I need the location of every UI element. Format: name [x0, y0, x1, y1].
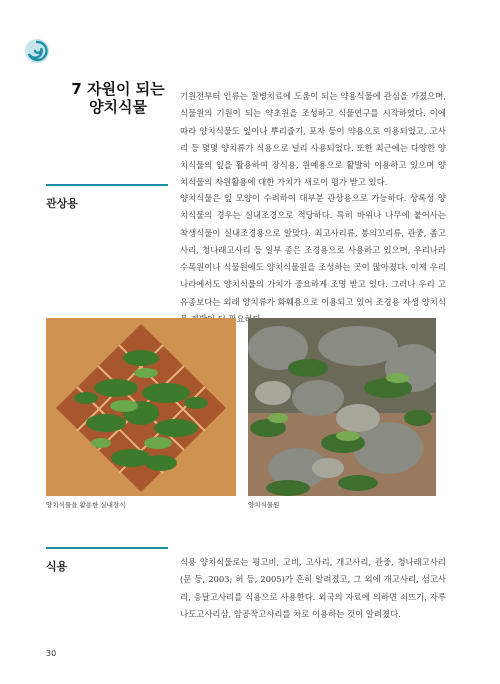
section-heading-edible: 식용 [46, 560, 68, 573]
photo-caption-garden: 양치식물원 [248, 501, 280, 509]
chapter-title-line-1: 7 자원이 되는 [71, 80, 165, 98]
fern-garden-photo [248, 318, 436, 496]
section-divider [46, 184, 168, 186]
chapter-title [58, 80, 178, 116]
photo-caption-indoor: 양치식물을 활용한 실내장식 [46, 501, 126, 509]
chapter-title-line-2: 양치식물 [89, 98, 147, 116]
edible-paragraph: 식용 양치식물로는 평고비, 고비, 고사리, 개고사리, 관중, 청나래고사리(문 등, 2003; 허 등, 2005)가 흔히 알려졌고, 그 외에 개고사리, 섬고사리, 응달고사리를 식용으로 사용한다. 외국의 자료에 의하면 쇠뜨기, 자루나도고사리삼, 암공작고사리를 차로 이용하는 것이 알려졌다. [180, 557, 446, 619]
spiral-logo-icon [24, 38, 50, 64]
intro-paragraph: 기원전부터 인류는 질병치료에 도움이 되는 약용식물에 관심을 가졌으며, 식물원의 기원이 되는 약초원을 조성하고 식물연구를 시작하였다. 이에 따라 양치식물도 잎이나 뿌리줄기, 포자 등이 약용으로 이용되었고, 고사리 등 몇몇 양치류가 식용으로 널리 사용되었다. 또한 최근에는 다양한 양치식물의 잎을 활용하여 장식용, 원예용으로 활발히 이용하고 있으며 양치식물의 자원활용에 대한 가치가 새로이 평가 받고 있다. [180, 91, 446, 188]
section-heading-ornamental: 관상용 [46, 197, 78, 210]
page-number: 30 [46, 649, 57, 658]
ornamental-paragraph: 양치식물은 잎 모양이 수려하여 대부분 관상용으로 가능하다. 상록성 양치식물의 경우는 실내조경으로 적당하다. 특히 바위나 나무에 붙어사는 착생식물이 실내조경용으로 알맞다. 최고사리류, 봉의꼬리류, 관중, 좀고사리, 청나래고사리 등 일부 종은 조경용으로 사용하고 있으며, 우리나라 수목원이나 식물원에도 양치식물원을 조성하는 곳이 많아졌다. 이제 우리나라에서도 양치식물의 가치가 중요하게 조명 받고 있다. 그러나 우리 고유종보다는 외래 양치류가 화훼용으로 이용되고 있어 조경용 자생 양치식 필요하다. [180, 193, 446, 325]
section-divider [46, 547, 168, 549]
indoor-fern-decoration-photo [46, 318, 236, 496]
